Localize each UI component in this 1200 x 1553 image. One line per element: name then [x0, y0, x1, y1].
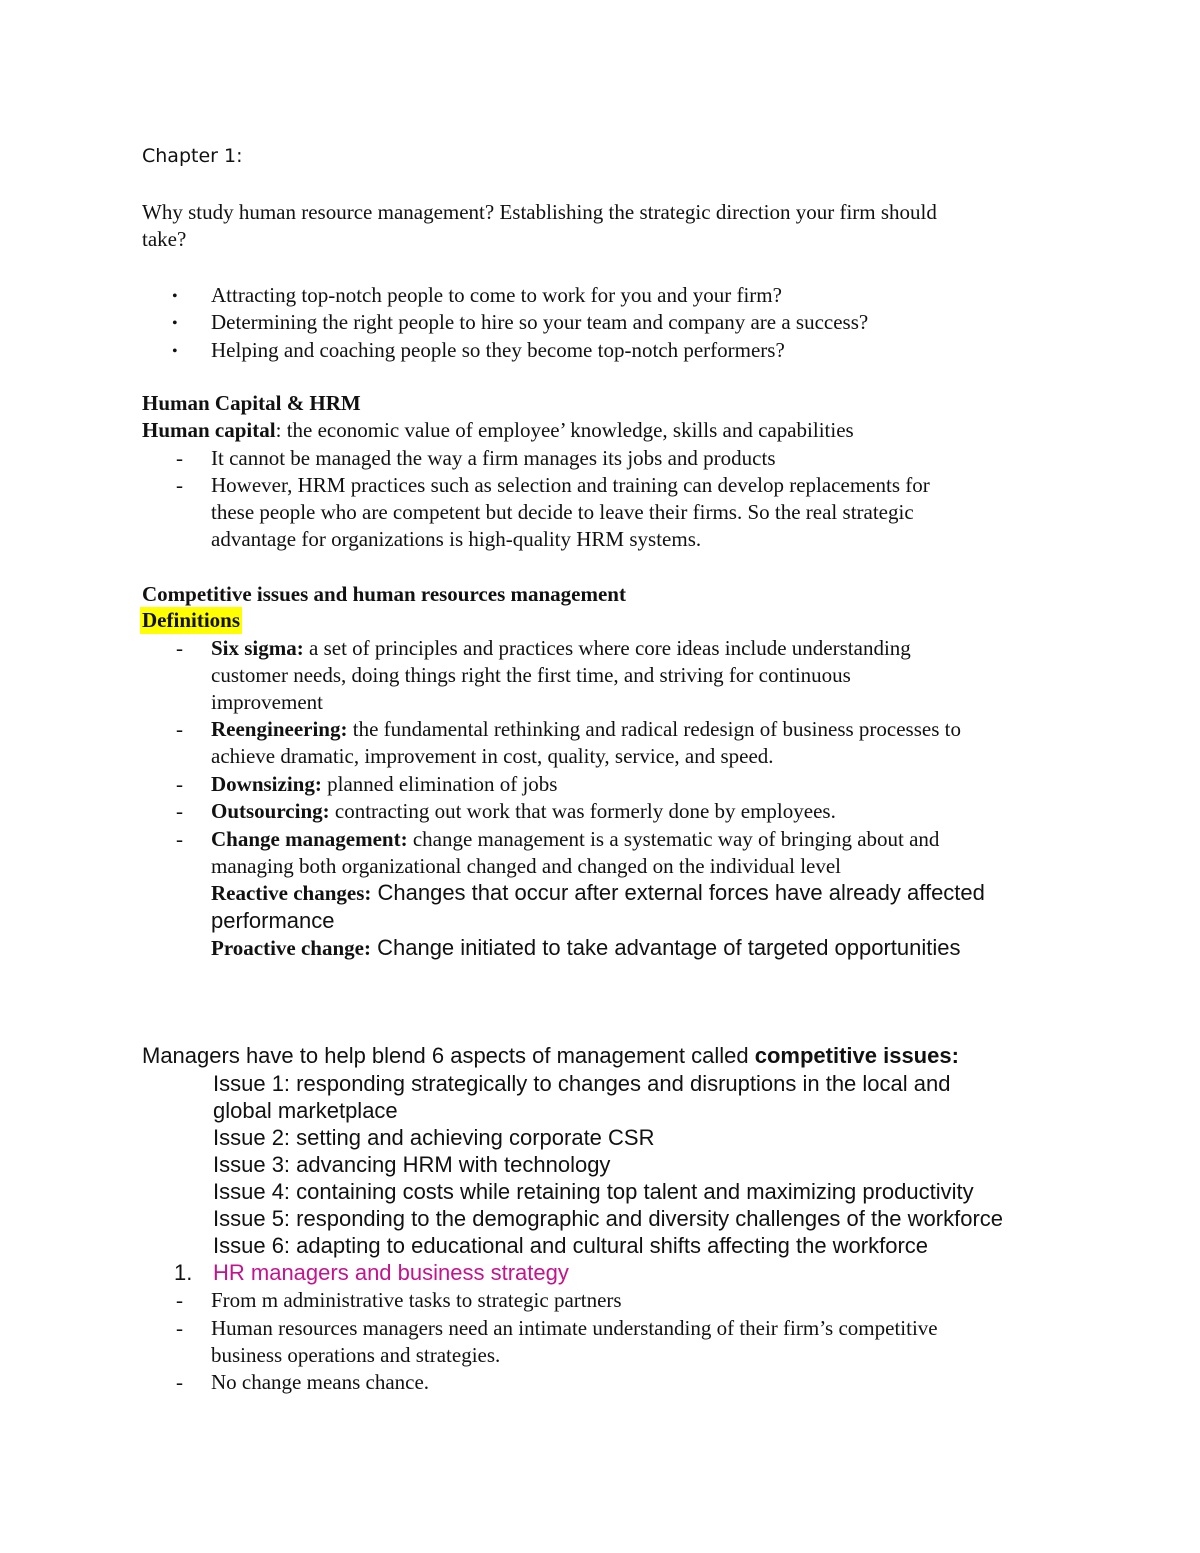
section-heading-competitive: Competitive issues and human resources management [142, 582, 626, 606]
list-item-continuation: business operations and strategies. [211, 1343, 501, 1367]
definition-text: : the economic value of employee’ knowledge, skills and capabilities [275, 418, 854, 442]
numbered-heading: HR managers and business strategy [213, 1260, 569, 1285]
list-item-continuation: customer needs, doing things right the first time, and striving for continuous [211, 663, 851, 687]
chapter-title: Chapter 1: [142, 145, 243, 167]
intro-line-1: Why study human resource management? Establishing the strategic direction your firm should [142, 200, 937, 224]
bullet-icon: • [172, 315, 178, 332]
managers-lead [142, 1042, 959, 1069]
list-item-continuation: performance [211, 908, 335, 933]
dash-icon: - [176, 799, 183, 823]
dash-icon: - [176, 473, 183, 497]
lead-text: Managers have to help blend 6 aspects of management called [142, 1043, 755, 1068]
dash-icon: - [176, 1288, 183, 1312]
issue-line: Issue 3: advancing HRM with technology [213, 1152, 611, 1177]
list-item-continuation: managing both organizational changed and changed on the individual level [211, 854, 841, 878]
definition-text: a set of principles and practices where core ideas include understanding [303, 636, 911, 660]
issue-line: Issue 4: containing costs while retaining top talent and maximizing productivity [213, 1179, 974, 1204]
dash-icon: - [176, 636, 183, 660]
definition-term: Six sigma: [211, 636, 304, 660]
list-item: From m administrative tasks to strategic partners [211, 1288, 622, 1312]
definition-reengineering [211, 716, 961, 743]
definition-text: Changes that occur after external forces have already affected [371, 880, 985, 905]
list-item: Helping and coaching people so they become top-notch performers? [211, 338, 785, 362]
issue-line: Issue 1: responding strategically to changes and disruptions in the local and [213, 1071, 951, 1096]
definition-six-sigma [211, 635, 911, 662]
bullet-icon: • [172, 288, 178, 305]
dash-icon: - [176, 1316, 183, 1340]
dash-icon: - [176, 1370, 183, 1394]
issue-line: Issue 6: adapting to educational and cultural shifts affecting the workforce [213, 1233, 929, 1258]
list-item: No change means chance. [211, 1370, 430, 1394]
list-item: However, HRM practices such as selection and training can develop replacements for [211, 473, 930, 497]
issue-line: Issue 2: setting and achieving corporate CSR [213, 1125, 655, 1150]
definitions-label: Definitions [142, 608, 241, 632]
definition-downsizing [211, 771, 557, 798]
definition-term: Downsizing: [211, 772, 322, 796]
human-capital-definition [142, 417, 854, 444]
reactive-changes [211, 879, 985, 907]
section-heading-human-capital: Human Capital & HRM [142, 391, 361, 415]
list-item-continuation: advantage for organizations is high-quality HRM systems. [211, 527, 702, 551]
proactive-change [211, 934, 961, 962]
definition-text: change management is a systematic way of bringing about and [407, 827, 940, 851]
dash-icon: - [176, 717, 183, 741]
definition-outsourcing [211, 798, 836, 825]
numbered-marker: 1. [174, 1260, 193, 1285]
definition-text: Change initiated to take advantage of targeted opportunities [370, 935, 961, 960]
definition-text: contracting out work that was formerly done by employees. [329, 799, 836, 823]
definition-term: Change management: [211, 827, 408, 851]
list-item: Attracting top-notch people to come to work for you and your firm? [211, 283, 782, 307]
definition-change-management [211, 826, 939, 853]
definition-text: planned elimination of jobs [321, 772, 558, 796]
dash-icon: - [176, 446, 183, 470]
intro-line-2: take? [142, 227, 187, 251]
bullet-icon: • [172, 343, 178, 360]
lead-bold: competitive issues [754, 1043, 952, 1068]
definition-term: Outsourcing: [211, 799, 330, 823]
list-item: Determining the right people to hire so your team and company are a success? [211, 310, 869, 334]
issue-line: Issue 5: responding to the demographic and diversity challenges of the workforce [213, 1206, 1004, 1231]
list-item-continuation: achieve dramatic, improvement in cost, quality, service, and speed. [211, 744, 774, 768]
definition-text: the fundamental rethinking and radical redesign of business processes to [347, 717, 961, 741]
lead-end: : [951, 1043, 959, 1068]
dash-icon: - [176, 827, 183, 851]
list-item: It cannot be managed the way a firm manages its jobs and products [211, 446, 776, 470]
list-item-continuation: improvement [211, 690, 323, 714]
issue-line: global marketplace [213, 1098, 398, 1123]
list-item: Human resources managers need an intimate understanding of their firm’s competitive [211, 1316, 938, 1340]
dash-icon: - [176, 772, 183, 796]
definition-term: Reengineering: [211, 717, 348, 741]
definition-term: Proactive change: [211, 936, 371, 960]
list-item-continuation: these people who are competent but decide to leave their firms. So the real strategic [211, 500, 914, 524]
definition-term: Reactive changes: [211, 881, 372, 905]
definition-term: Human capital [142, 418, 276, 442]
